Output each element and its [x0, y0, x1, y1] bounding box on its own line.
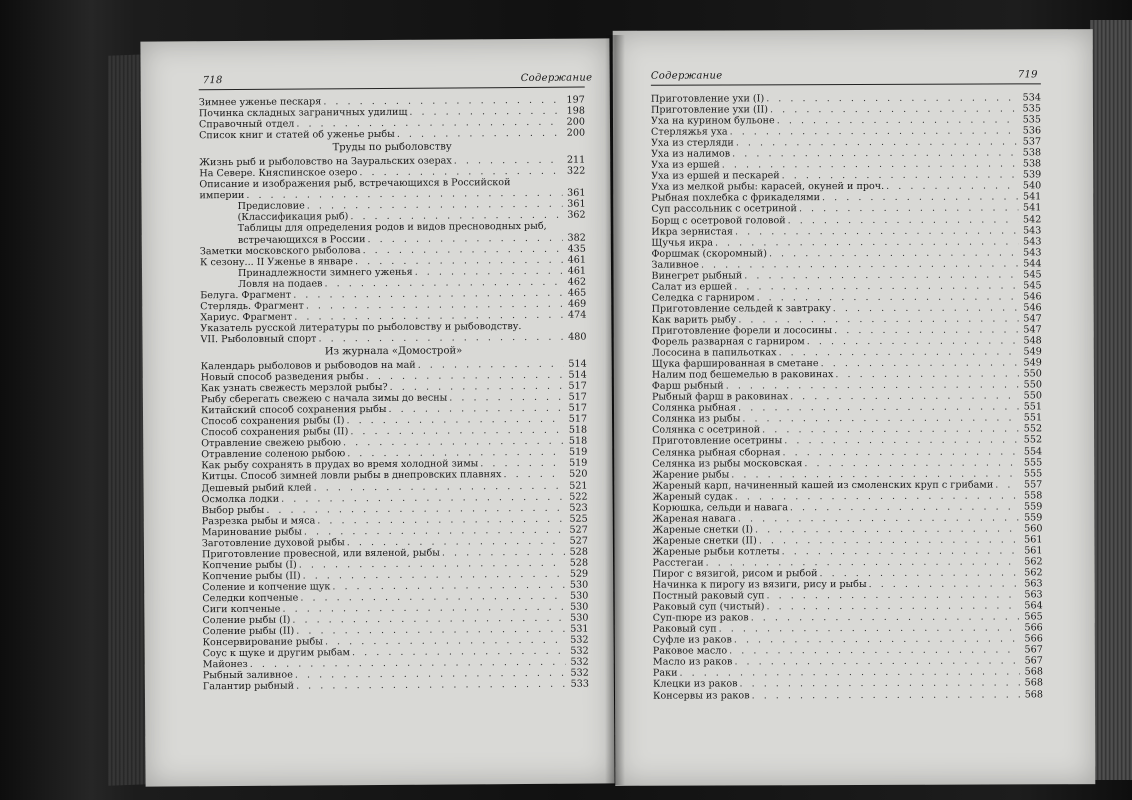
toc-entry-title: Щучья икра	[651, 237, 713, 249]
toc-entry-title: Заметки московского рыболова	[199, 244, 361, 257]
toc-entry-page: 546	[1023, 291, 1042, 303]
left-header-rule	[199, 87, 585, 91]
toc-entry-title: Способ сохранения рыбы (II)	[201, 426, 349, 439]
toc-leader-dots	[503, 469, 564, 480]
toc-entry-title: Описание и изображения рыб, встречающихся в Российской	[199, 177, 511, 191]
toc-entry-title: Соление и копчение щук	[202, 581, 331, 594]
toc-entry-title: Солянка с осетриной	[652, 424, 761, 437]
toc-entry-title: Уха на курином бульоне	[650, 115, 775, 127]
toc-entry-page: 361	[567, 187, 586, 199]
toc-leader-dots	[833, 302, 1019, 314]
toc-entry-page: 518	[568, 424, 588, 436]
toc-entry-page: 548	[1023, 335, 1042, 347]
toc-leader-dots	[767, 601, 1020, 613]
toc-entry-title: Борщ с осетровой головой	[651, 214, 786, 227]
toc-entry-page: 519	[569, 457, 588, 470]
book-gutter	[605, 35, 625, 785]
toc-entry-title: Способ сохранения рыбы (I)	[201, 415, 345, 428]
toc-entry-title: Рыбный заливное	[202, 669, 293, 682]
toc-entry-page: 541	[1022, 202, 1042, 214]
toc-entry-page: 558	[1023, 490, 1043, 502]
toc-leader-dots	[442, 546, 565, 558]
toc-entry-page: 480	[568, 331, 587, 343]
toc-entry-page: 554	[1023, 445, 1043, 457]
toc-leader-dots	[790, 391, 1019, 403]
toc-entry-title: Селедки копченые	[202, 592, 299, 605]
toc-entry-page: 517	[568, 380, 587, 392]
toc-leader-dots	[766, 590, 1019, 602]
toc-entry-page: 564	[1024, 600, 1043, 612]
toc-leader-dots	[449, 392, 564, 404]
toc-entry-title: Консервы из раков	[652, 689, 750, 702]
toc-entry-page: 561	[1024, 534, 1043, 546]
toc-entry-page: 550	[1023, 379, 1042, 391]
toc-entry-title: Ловля на подаев	[238, 278, 323, 290]
toc-entry-title: Приготовление форели и лососины	[651, 325, 833, 337]
toc-entry-title: Приготовление сельдей к завтраку	[651, 302, 831, 315]
toc-entry-title: Жареные рыбьи котлеты	[652, 546, 780, 558]
toc-leader-dots	[835, 369, 1019, 381]
toc-leader-dots	[799, 203, 1018, 215]
toc-entry-title: Уха из мелкой рыбы: карасей, окуней и проч.	[651, 181, 885, 194]
toc-entry-page: 544	[1023, 258, 1042, 270]
toc-entry-page: 543	[1023, 224, 1042, 236]
toc-leader-dots	[788, 214, 1019, 226]
toc-leader-dots	[755, 523, 1019, 535]
toc-entry-page: 560	[1024, 523, 1043, 535]
toc-leader-dots	[766, 92, 1018, 104]
toc-entry-title: Винегрет рыбный	[651, 270, 743, 282]
toc-entry-title: Рыбная похлебка с фрикаделями	[651, 192, 821, 205]
toc-entry-page: 531	[570, 623, 589, 635]
toc-entry-page: 200	[566, 127, 586, 139]
toc-entry-page: 518	[568, 435, 588, 447]
toc-entry-page: 534	[1022, 92, 1041, 104]
toc-entry-page: 547	[1023, 324, 1042, 336]
left-running-title: Содержание	[520, 72, 593, 84]
toc-entry-page: 536	[1022, 125, 1042, 137]
toc-entry-title: Таблицы для определения родов и видов пресноводных рыб,	[237, 221, 547, 235]
toc-entry-page: 568	[1024, 677, 1043, 689]
toc-leader-dots	[480, 458, 564, 470]
toc-entry-title: К сезону... II Уженье в январе	[199, 255, 354, 268]
toc-entry-title: Сиги копченые	[202, 603, 281, 616]
toc-entry-page: 552	[1023, 423, 1043, 435]
toc-entry-page: 517	[568, 413, 588, 425]
toc-entry-title: Китайский способ сохранения рыбы	[200, 404, 387, 417]
toc-entry-page: 545	[1023, 269, 1042, 281]
toc-entry-page: 567	[1024, 655, 1043, 667]
toc-entry-title: Выбор рыбы	[201, 504, 265, 516]
toc-entry-page: 555	[1023, 456, 1043, 468]
toc-entry-title: Соление рыбы (I)	[202, 614, 291, 627]
toc-leader-dots	[454, 155, 563, 167]
toc-leader-dots	[822, 192, 1018, 204]
toc-entry-title: Календарь рыболовов и рыбоводов на май	[200, 359, 416, 373]
right-page	[613, 29, 1096, 786]
toc-entry-title: Раковый суп (чистый)	[652, 601, 765, 613]
toc-entry-title: Начинка к пирогу из вязиги, рису и рыбы	[652, 579, 867, 591]
toc-entry-title: Селедка с гарниром	[651, 292, 755, 304]
toc-entry-page: 465	[567, 287, 587, 299]
toc-entry-title: Селянка из рыбы московская	[652, 457, 803, 470]
toc-entry-page: 530	[570, 612, 589, 624]
toc-entry	[203, 679, 589, 693]
toc-entry-title: (Классификация рыб)	[237, 211, 349, 224]
toc-entry-page: 550	[1023, 390, 1042, 402]
toc-leader-dots	[752, 689, 1020, 701]
toc-entry-title: Уха из ершей	[651, 159, 720, 171]
section-title: Из журнала «Домострой»	[324, 345, 463, 358]
toc-entry-title: Жареная навага	[652, 513, 736, 525]
right-running-title: Содержание	[650, 70, 723, 82]
toc-entry-title: Раковый суп	[652, 623, 717, 635]
toc-entry-title: Соление рыбы (II)	[202, 625, 295, 638]
toc-entry-title: Жареный карп, начиненный кашей из смоленских круп с грибами	[652, 479, 994, 492]
toc-entry-title: Жареный судак	[652, 491, 733, 503]
toc-entry-page: 562	[1024, 556, 1043, 568]
toc-entry-page: 521	[569, 480, 588, 492]
toc-entry-page: 461	[567, 254, 586, 266]
toc-entry-title: Жарение рыбы	[652, 469, 730, 481]
toc-entry-title: Солянка из рыбы	[652, 413, 741, 426]
toc-entry-page: 535	[1022, 103, 1041, 115]
toc-entry-title: Налим под бешемелью в раковинах	[651, 369, 834, 381]
toc-entry-page: 525	[569, 513, 588, 525]
toc-leader-dots	[770, 103, 1018, 115]
toc-entry-page: 542	[1023, 213, 1042, 225]
toc-entry-page: 514	[568, 369, 587, 381]
toc-entry-page: 537	[1022, 136, 1042, 148]
toc-leader-dots	[995, 479, 1019, 490]
toc-entry-page: 567	[1024, 644, 1043, 656]
toc-entry-title: Форель разварная с гарниром	[651, 336, 805, 348]
toc-entry-title: Фарш рыбный	[651, 380, 724, 392]
toc-entry-title: Копчение рыбы (II)	[202, 570, 301, 583]
toc-entry-title: Щука фаршированная в сметане	[651, 358, 819, 370]
toc-entry-title: Починка складных заграничных удилищ	[198, 106, 408, 120]
toc-entry-page: 529	[569, 568, 589, 580]
toc-entry-page: 528	[569, 557, 589, 569]
toc-entry-page: 474	[567, 309, 587, 321]
toc-entry-title: Раковое масло	[652, 645, 728, 658]
toc-entry-page: 522	[569, 491, 588, 503]
toc-entry-title: Приготовление ухи (II)	[650, 104, 769, 116]
toc-entry-title: империи	[199, 190, 245, 202]
toc-entry-page: 559	[1024, 501, 1043, 513]
toc-entry-title: Жареные снетки (I)	[652, 524, 753, 536]
toc-leader-dots	[779, 347, 1019, 359]
toc-entry-page: 539	[1022, 169, 1042, 181]
toc-entry-page: 546	[1023, 302, 1042, 314]
toc-entry-title: Предисловие	[237, 200, 305, 213]
toc-entry-title: Уха из налимов	[651, 148, 731, 160]
left-page	[140, 38, 614, 786]
toc-entry-title: Раки	[652, 668, 678, 680]
toc-entry-title: Белуга. Фрагмент	[200, 289, 292, 301]
toc-entry-page: 533	[570, 678, 589, 691]
toc-entry-page: 517	[568, 402, 588, 414]
toc-entry-title: Салат из ершей	[651, 281, 733, 293]
toc-entry-title: Корюшка, сельди и навага	[652, 501, 788, 514]
toc-entry-page: 528	[569, 546, 589, 558]
toc-entry-title: Список книг и статей об уженье рыбы	[199, 129, 395, 142]
toc-entry-title: Как узнать свежесть мерзлой рыбы?	[200, 382, 388, 395]
toc-entry-page: 197	[566, 94, 585, 106]
toc-entry-title: Суп-пюре из раков	[652, 612, 749, 624]
toc-entry-page: 565	[1024, 611, 1043, 623]
toc-entry-page: 532	[570, 634, 589, 646]
toc-entry-title: Разрезка рыбы и мяса	[201, 515, 316, 527]
toc-entry-page: 461	[567, 265, 587, 277]
toc-leader-dots	[782, 170, 1019, 182]
toc-entry-page: 517	[568, 391, 587, 403]
toc-entry-title: Отравление соленою рыбою	[201, 448, 346, 461]
toc-entry-page: 362	[567, 209, 586, 222]
toc-entry-title: Жизнь рыб и рыболовство на Зауральских озерах	[199, 155, 452, 169]
toc-leader-dots	[782, 446, 1019, 458]
toc-entry-title: Как варить рыбу	[651, 314, 737, 326]
toc-entry-page: 547	[1023, 313, 1042, 325]
toc-entry-title: Китцы. Способ зимней ловли рыбы в днепровских плавнях	[201, 469, 502, 483]
toc-entry-page: 557	[1023, 478, 1043, 491]
toc-entry-title: встречающихся в России	[237, 233, 366, 246]
toc-leader-dots	[886, 181, 1018, 193]
toc-entry-page: 514	[568, 358, 587, 370]
toc-entry-title: Новый способ разведения рыбы	[200, 371, 364, 384]
toc-entry-title: Справочный отдел	[198, 118, 295, 131]
toc-entry-title: Расстегаи	[652, 557, 704, 569]
book-edge-right	[1090, 20, 1132, 780]
toc-entry-title: Форшмак (скоромный)	[651, 247, 767, 260]
toc-entry	[653, 689, 1043, 701]
toc-leader-dots	[804, 457, 1019, 469]
toc-entry-page: 535	[1022, 114, 1042, 126]
left-toc-list	[199, 95, 589, 693]
toc-entry-page: 568	[1024, 666, 1043, 678]
toc-entry-page: 549	[1023, 346, 1042, 358]
toc-entry-page: 538	[1022, 158, 1042, 170]
right-toc-list	[651, 92, 1043, 701]
toc-entry-page: 540	[1022, 180, 1042, 192]
toc-entry-title: Заливное	[651, 259, 699, 271]
left-page-header	[141, 72, 610, 87]
toc-entry-title: Уха из ершей и пескарей	[651, 170, 780, 183]
toc-entry-title: Как рыбу сохранять в прудах во время холодной зимы	[201, 458, 479, 472]
toc-entry-page: 563	[1024, 578, 1043, 590]
toc-entry-title: Дешевый рыбий клей	[201, 481, 312, 494]
toc-leader-dots	[762, 424, 1019, 436]
toc-entry-title: Майонез	[202, 659, 248, 671]
toc-leader-dots	[869, 578, 1020, 590]
toc-entry-page: 549	[1023, 357, 1042, 369]
toc-leader-dots	[782, 545, 1020, 557]
toc-leader-dots	[834, 324, 1019, 336]
toc-entry-page: 543	[1023, 235, 1042, 248]
toc-entry-page: 530	[570, 601, 589, 613]
toc-entry-page: 550	[1023, 368, 1042, 380]
toc-entry-title: Приготовление осетрины	[652, 435, 783, 448]
toc-entry-title: Копчение рыбы (I)	[202, 559, 297, 572]
toc-entry-title: Приготовление ухи (I)	[650, 93, 765, 105]
toc-entry-page: 532	[570, 667, 589, 679]
toc-entry-title: Хариус. Фрагмент	[200, 311, 293, 324]
toc-entry-page: 198	[566, 105, 585, 117]
toc-entry-title: Маринование рыбы	[201, 526, 302, 538]
toc-entry-title: Стерляжья уха	[651, 126, 728, 138]
toc-entry-page: 519	[568, 446, 588, 459]
section-title: Труды по рыболовству	[332, 141, 452, 154]
toc-entry-page: 545	[1023, 280, 1042, 292]
toc-leader-dots	[759, 534, 1020, 546]
toc-entry-title: Зимнее уженье пескаря	[198, 96, 322, 109]
left-page-number: 718	[202, 75, 223, 87]
toc-entry-title: Масло из раков	[652, 656, 733, 669]
toc-entry-title: Постный раковый суп	[652, 590, 765, 602]
toc-entry-page: 561	[1024, 545, 1043, 557]
toc-entry-page: 527	[569, 524, 588, 536]
toc-entry-title: Консервирование рыбы	[202, 636, 323, 649]
toc-entry-page: 322	[566, 165, 586, 177]
toc-entry-page: 523	[569, 502, 588, 514]
toc-entry-page: 566	[1024, 622, 1043, 634]
toc-entry-page: 469	[567, 298, 587, 310]
toc-leader-dots	[821, 358, 1019, 370]
toc-entry-title: VII. Рыболовный спорт	[200, 333, 317, 346]
toc-entry-page: 530	[569, 579, 589, 591]
toc-leader-dots	[784, 435, 1019, 447]
toc-entry-title: Приготовление провесной, или вяленой, рыбы	[201, 547, 440, 561]
toc-entry-page: 562	[1024, 567, 1043, 579]
toc-entry-title: Суп рассольник с осетриной	[651, 203, 797, 216]
toc-leader-dots	[296, 679, 566, 692]
toc-entry-title: Селянка рыбная сборная	[652, 446, 781, 459]
toc-entry-page: 541	[1022, 191, 1042, 203]
toc-entry-page: 551	[1023, 412, 1043, 424]
toc-leader-dots	[807, 335, 1019, 347]
toc-entry-page: 200	[566, 116, 586, 128]
toc-entry-title: На Севере. Княспинское озеро	[199, 167, 358, 180]
toc-entry-page: 530	[569, 590, 589, 602]
toc-entry-page: 435	[567, 243, 586, 255]
toc-entry-title: Указатель русской литературы по рыболовству и рыбоводству.	[200, 320, 522, 335]
toc-entry-page: 382	[567, 232, 586, 244]
toc-entry-page: 532	[570, 656, 589, 668]
toc-leader-dots	[790, 501, 1019, 513]
toc-entry-title: Соус к щуке и другим рыбам	[202, 647, 351, 660]
toc-leader-dots	[819, 567, 1019, 579]
toc-entry-page: 563	[1024, 589, 1043, 601]
toc-entry-page: 559	[1024, 512, 1043, 524]
toc-entry-title: Отравление свежею рыбою	[201, 437, 342, 450]
right-header-rule	[651, 83, 1041, 85]
toc-entry-page: 211	[566, 154, 586, 166]
toc-entry-page: 361	[567, 198, 586, 211]
toc-entry-title: Суфле из раков	[652, 634, 732, 647]
toc-entry-page: 568	[1024, 688, 1044, 700]
toc-entry-page: 555	[1023, 467, 1043, 480]
toc-entry-title: Рыбный фарш в раковинах	[651, 391, 789, 403]
toc-entry-page: 462	[567, 276, 587, 288]
right-page-header	[613, 69, 1093, 82]
toc-entry-title: Осмолка лодки	[201, 493, 280, 505]
toc-entry-title: Икра зернистая	[651, 225, 733, 238]
toc-entry-page: 543	[1023, 247, 1042, 259]
toc-entry-title: Солянка рыбная	[651, 402, 737, 415]
toc-leader-dots	[769, 247, 1019, 259]
toc-entry-page: 538	[1022, 147, 1042, 159]
toc-entry-title: Жареные снетки (II)	[652, 535, 757, 547]
toc-entry-page: 552	[1023, 434, 1043, 446]
toc-entry-title: Пирог с вязигой, рисом и рыбой	[652, 568, 818, 580]
toc-entry-title: Стерлядь. Фрагмент	[200, 300, 304, 313]
toc-leader-dots	[757, 291, 1019, 303]
toc-entry-page: 566	[1024, 633, 1043, 645]
toc-entry-title: Принадлежности зимнего уженья	[237, 266, 413, 279]
toc-leader-dots	[512, 185, 585, 186]
toc-entry-title: Рыбу сберегать свежею с начала зимы до весны	[200, 392, 448, 406]
toc-leader-dots	[777, 115, 1018, 127]
toc-entry-title: Лососина в папильотках	[651, 347, 777, 359]
toc-entry-title: Уха из стерляди	[651, 137, 734, 149]
toc-entry-page: 532	[570, 645, 589, 657]
toc-entry-page: 527	[569, 535, 588, 547]
toc-entry-page: 551	[1023, 401, 1043, 413]
right-page-number: 719	[1017, 69, 1038, 81]
toc-entry-title: Заготовление духовой рыбы	[201, 536, 345, 549]
toc-entry-title: Клецки из раков	[652, 678, 738, 691]
toc-entry-title: Галантир рыбный	[202, 680, 295, 693]
toc-entry-page: 520	[569, 468, 588, 481]
